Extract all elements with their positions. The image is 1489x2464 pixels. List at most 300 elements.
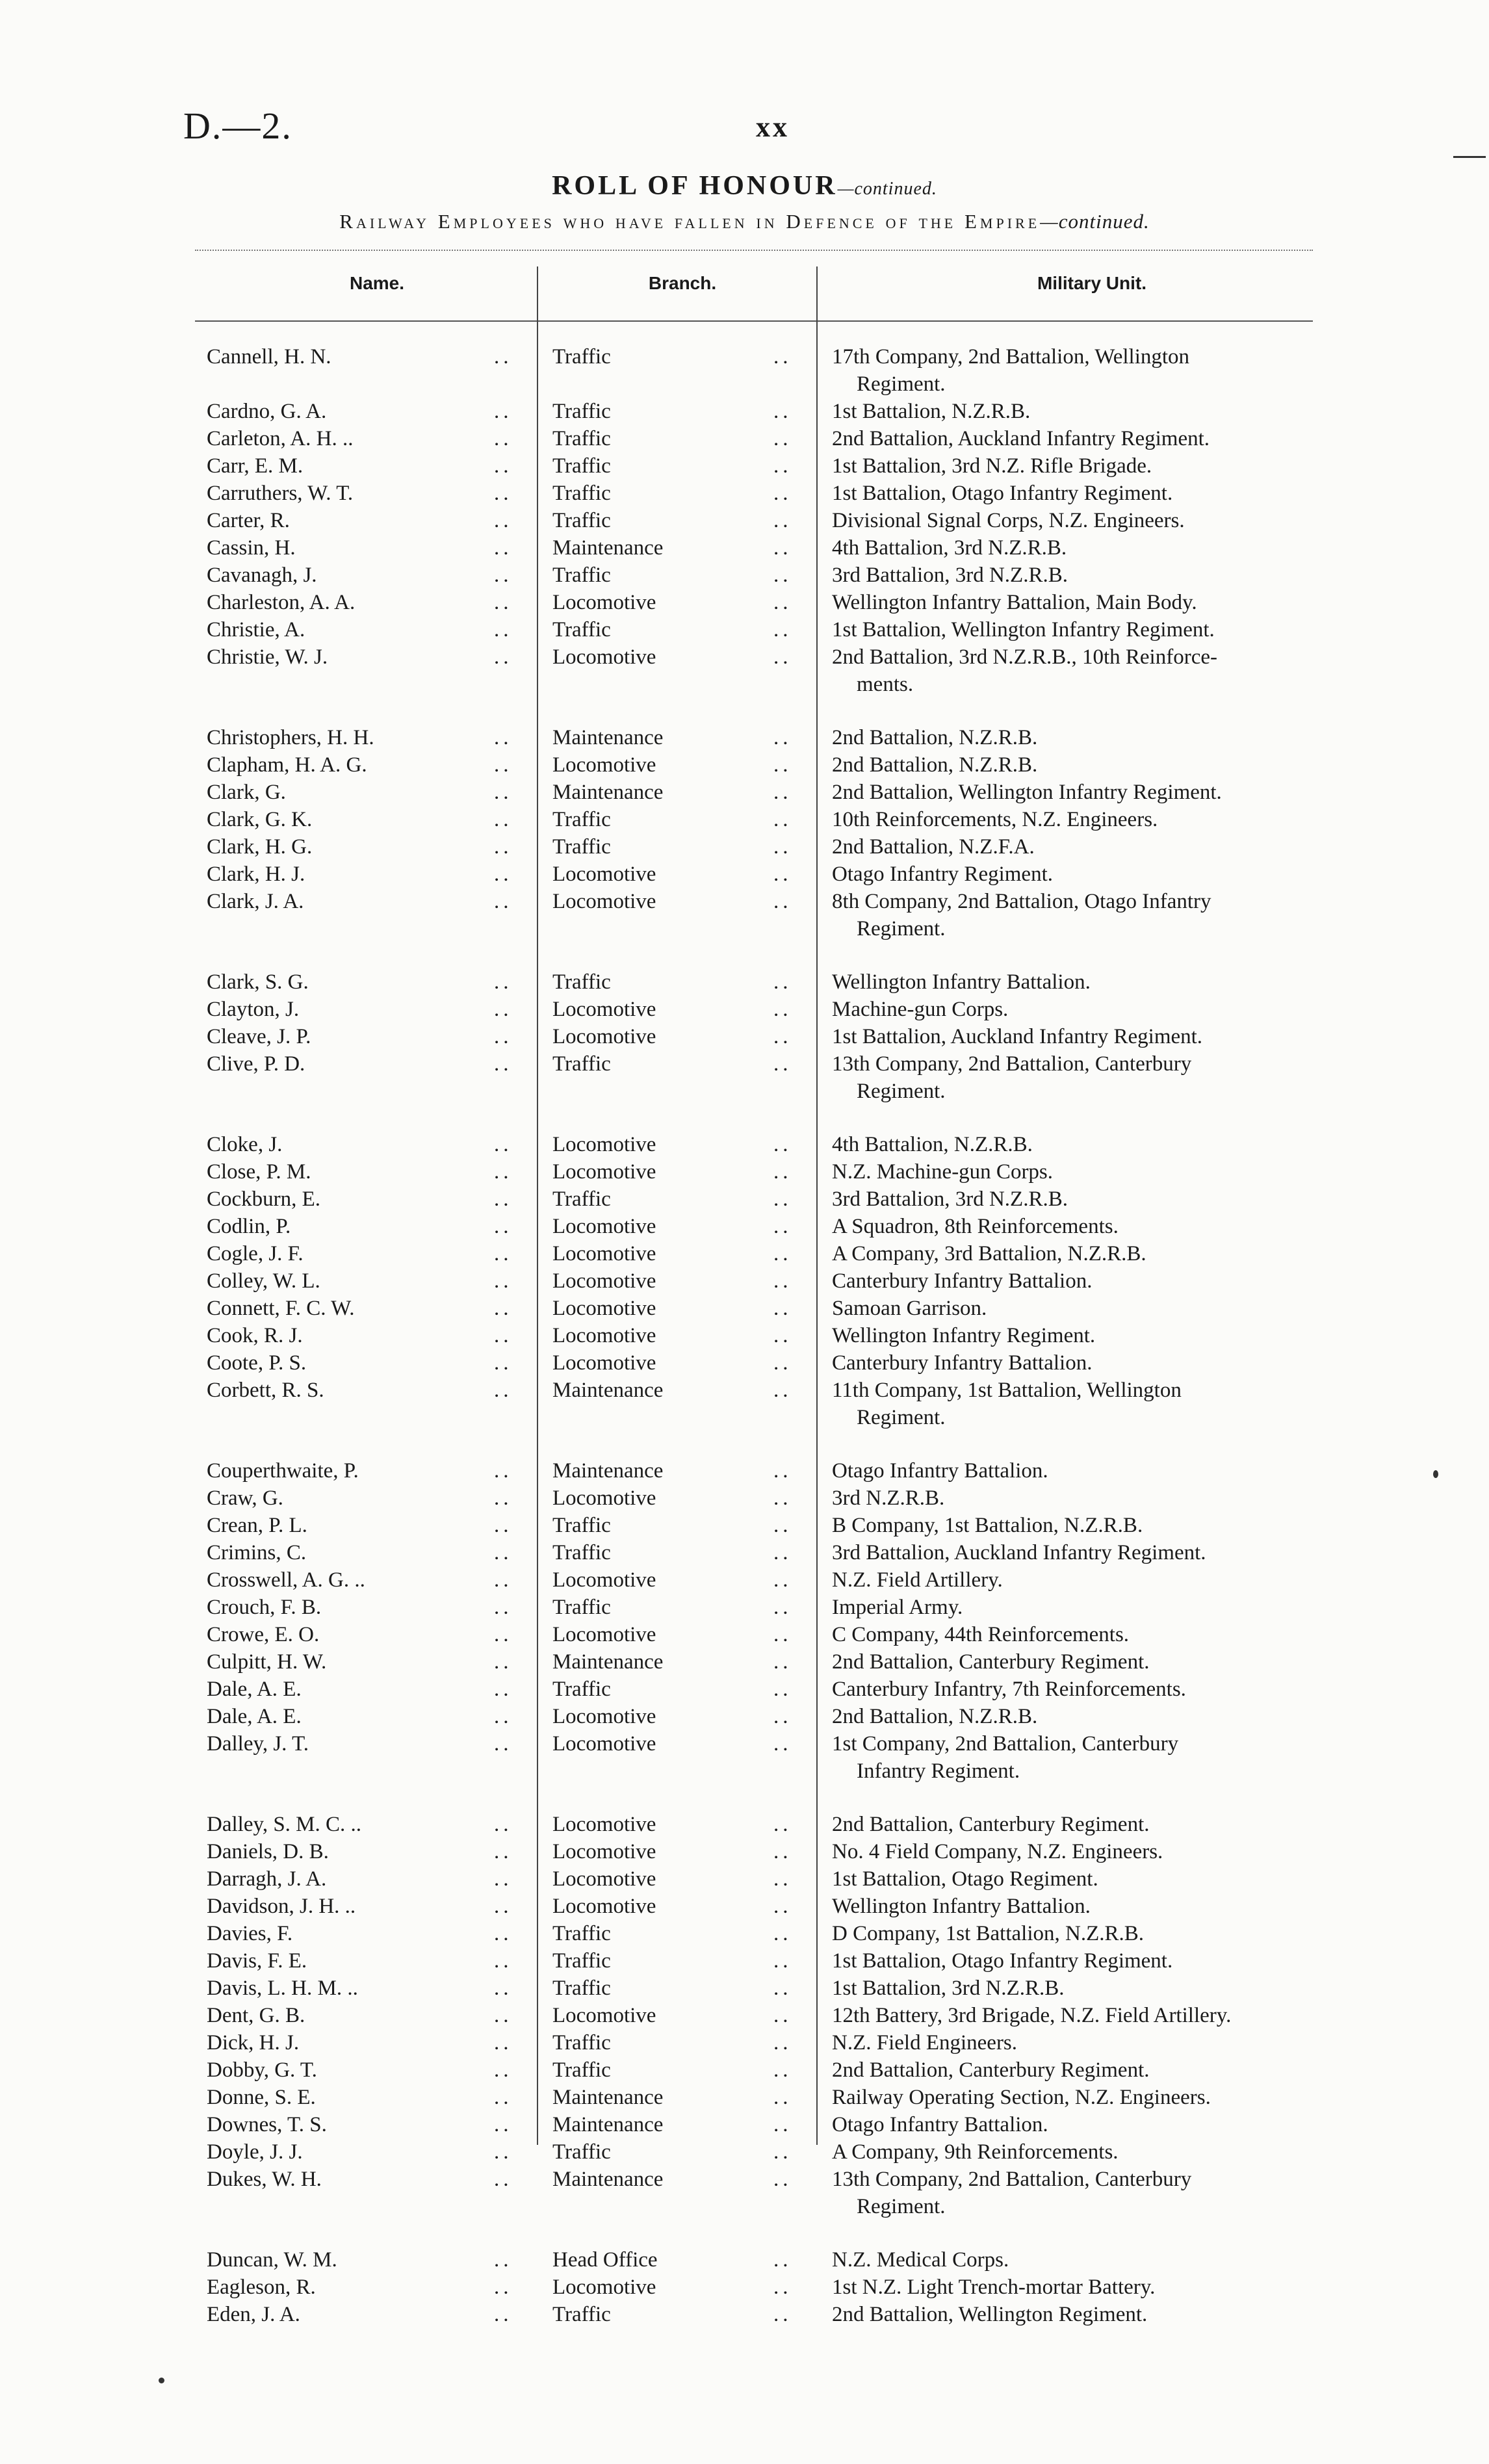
unit-text: Otago Infantry Battalion.	[832, 2113, 1048, 2136]
table-row	[0, 534, 1489, 562]
table-row	[0, 1893, 1489, 1920]
table-row	[0, 833, 1489, 861]
unit-text: A Squadron, 8th Reinforcements.	[832, 1215, 1119, 1238]
branch-cell: Locomotive	[552, 1568, 656, 1592]
ink-mark	[159, 2378, 164, 2383]
branch-cell: Traffic	[552, 1187, 611, 1211]
name-cell: Crowe, E. O.	[207, 1623, 320, 1646]
leader-dots: ..	[773, 1623, 792, 1646]
name-cell: Carr, E. M.	[207, 454, 304, 478]
unit-text: 13th Company, 2nd Battalion, Canterbury	[832, 1052, 1192, 1076]
branch-cell: Traffic	[552, 1678, 611, 1701]
subtitle-main: Railway Employees who have fallen in Defence of the Empire	[339, 210, 1041, 233]
name-cell: Cogle, J. F.	[207, 1242, 304, 1265]
unit-text: A Company, 9th Reinforcements.	[832, 2140, 1119, 2164]
leader-dots: ..	[494, 2058, 513, 2082]
table-row	[0, 1730, 1489, 1785]
name-cell: Crimins, C.	[207, 1541, 307, 1564]
unit-text-continued: Regiment.	[857, 372, 946, 396]
leader-dots: ..	[773, 890, 792, 913]
branch-cell: Locomotive	[552, 1623, 656, 1646]
name-cell: Doyle, J. J.	[207, 2140, 303, 2164]
unit-text: Divisional Signal Corps, N.Z. Engineers.	[832, 509, 1185, 532]
roll-table	[0, 343, 1489, 2328]
unit-cell	[832, 751, 1352, 779]
leader-dots: ..	[494, 2113, 513, 2136]
unit-text-continued: Infantry Regiment.	[857, 1759, 1020, 1783]
leader-dots: ..	[773, 1922, 792, 1945]
branch-cell: Traffic	[552, 345, 611, 369]
unit-text: 2nd Battalion, N.Z.F.A.	[832, 835, 1035, 859]
header-bottom-rule	[195, 320, 1313, 322]
table-row	[0, 398, 1489, 425]
table-row	[0, 2111, 1489, 2138]
unit-text: 1st Battalion, Otago Infantry Regiment.	[832, 482, 1173, 505]
name-cell: Christie, A.	[207, 618, 305, 642]
unit-cell	[832, 2166, 1352, 2220]
name-cell: Davis, F. E.	[207, 1949, 307, 1973]
unit-cell	[832, 1295, 1352, 1322]
branch-cell: Locomotive	[552, 1215, 656, 1238]
column-header-branch: Branch.	[648, 273, 717, 293]
leader-dots: ..	[494, 1813, 513, 1836]
name-cell: Clark, G. K.	[207, 808, 313, 831]
unit-text: 3rd Battalion, Auckland Infantry Regiment.	[832, 1541, 1206, 1564]
branch-cell: Traffic	[552, 482, 611, 505]
unit-cell	[832, 1865, 1352, 1893]
table-row	[0, 1975, 1489, 2002]
branch-cell: Locomotive	[552, 1840, 656, 1863]
branch-cell: Maintenance	[552, 2113, 664, 2136]
unit-text: 10th Reinforcements, N.Z. Engineers.	[832, 808, 1158, 831]
unit-text: 11th Company, 1st Battalion, Wellington	[832, 1379, 1182, 1402]
leader-dots: ..	[773, 1568, 792, 1592]
unit-cell	[832, 1648, 1352, 1676]
branch-cell: Traffic	[552, 564, 611, 587]
table-row	[0, 1865, 1489, 1893]
unit-cell	[832, 507, 1352, 534]
branch-cell: Locomotive	[552, 753, 656, 777]
branch-cell: Traffic	[552, 1596, 611, 1619]
unit-text: N.Z. Field Engineers.	[832, 2031, 1018, 2055]
column-header-name: Name.	[349, 273, 405, 293]
unit-cell	[832, 1457, 1352, 1485]
leader-dots: ..	[494, 1215, 513, 1238]
leader-dots: ..	[773, 1297, 792, 1320]
leader-dots: ..	[773, 2168, 792, 2191]
unit-text-continued: Regiment.	[857, 1406, 946, 1429]
unit-cell	[832, 1566, 1352, 1594]
table-row	[0, 1186, 1489, 1213]
table-row	[0, 480, 1489, 507]
leader-dots: ..	[773, 2086, 792, 2109]
leader-dots: ..	[773, 2058, 792, 2082]
unit-text-continued: Regiment.	[857, 917, 946, 940]
leader-dots: ..	[494, 1678, 513, 1701]
name-cell: Charleston, A. A.	[207, 591, 356, 614]
table-row	[0, 2084, 1489, 2111]
table-row	[0, 2056, 1489, 2084]
unit-text: Imperial Army.	[832, 1596, 963, 1619]
unit-text: 3rd Battalion, 3rd N.Z.R.B.	[832, 564, 1068, 587]
table-row	[0, 1213, 1489, 1240]
leader-dots: ..	[773, 591, 792, 614]
name-cell: Clapham, H. A. G.	[207, 753, 367, 777]
unit-text: Otago Infantry Regiment.	[832, 862, 1053, 886]
branch-cell: Traffic	[552, 1977, 611, 2000]
branch-cell: Traffic	[552, 2140, 611, 2164]
unit-text: Machine-gun Corps.	[832, 998, 1009, 1021]
unit-cell	[832, 1838, 1352, 1865]
table-row	[0, 1023, 1489, 1050]
branch-cell: Traffic	[552, 400, 611, 423]
unit-cell	[832, 1377, 1352, 1431]
unit-cell	[832, 1349, 1352, 1377]
unit-text: 2nd Battalion, Wellington Regiment.	[832, 2303, 1148, 2326]
table-row	[0, 1594, 1489, 1621]
name-cell: Eden, J. A.	[207, 2303, 300, 2326]
leader-dots: ..	[773, 509, 792, 532]
branch-cell: Locomotive	[552, 2276, 656, 2299]
leader-dots: ..	[773, 2113, 792, 2136]
branch-cell: Traffic	[552, 454, 611, 478]
name-cell: Dobby, G. T.	[207, 2058, 317, 2082]
name-cell: Carter, R.	[207, 509, 290, 532]
unit-cell	[832, 1240, 1352, 1267]
table-row	[0, 1349, 1489, 1377]
branch-cell: Traffic	[552, 1541, 611, 1564]
name-cell: Downes, T. S.	[207, 2113, 327, 2136]
unit-cell	[832, 1186, 1352, 1213]
unit-text: Canterbury Infantry, 7th Reinforcements.	[832, 1678, 1186, 1701]
header-top-rule	[195, 250, 1313, 251]
table-row	[0, 1703, 1489, 1730]
unit-text-continued: Regiment.	[857, 1080, 946, 1103]
leader-dots: ..	[494, 781, 513, 804]
leader-dots: ..	[773, 1895, 792, 1918]
leader-dots: ..	[494, 1650, 513, 1674]
branch-cell: Traffic	[552, 1052, 611, 1076]
branch-cell: Locomotive	[552, 1269, 656, 1293]
unit-text: 2nd Battalion, N.Z.R.B.	[832, 753, 1038, 777]
table-row	[0, 2246, 1489, 2274]
table-row	[0, 1811, 1489, 1838]
leader-dots: ..	[773, 1160, 792, 1184]
unit-text: 1st Battalion, Otago Infantry Regiment.	[832, 1949, 1173, 1973]
name-cell: Couperthwaite, P.	[207, 1459, 359, 1483]
leader-dots: ..	[773, 1650, 792, 1674]
table-row	[0, 1131, 1489, 1158]
name-cell: Carruthers, W. T.	[207, 482, 354, 505]
name-cell: Corbett, R. S.	[207, 1379, 324, 1402]
leader-dots: ..	[773, 482, 792, 505]
leader-dots: ..	[773, 1459, 792, 1483]
unit-cell	[832, 861, 1352, 888]
table-row	[0, 2166, 1489, 2220]
unit-cell	[832, 779, 1352, 806]
unit-text: B Company, 1st Battalion, N.Z.R.B.	[832, 1514, 1143, 1537]
unit-cell	[832, 2029, 1352, 2056]
unit-cell	[832, 480, 1352, 507]
unit-cell	[832, 2111, 1352, 2138]
branch-cell: Traffic	[552, 1922, 611, 1945]
table-row	[0, 2029, 1489, 2056]
unit-text: N.Z. Field Artillery.	[832, 1568, 1003, 1592]
name-cell: Clark, H. J.	[207, 862, 305, 886]
leader-dots: ..	[494, 1351, 513, 1375]
table-row	[0, 779, 1489, 806]
leader-dots: ..	[494, 618, 513, 642]
unit-cell	[832, 2138, 1352, 2166]
unit-text: 13th Company, 2nd Battalion, Canterbury	[832, 2168, 1192, 2191]
leader-dots: ..	[494, 400, 513, 423]
table-row	[0, 1676, 1489, 1703]
leader-dots: ..	[773, 726, 792, 749]
name-cell: Dalley, S. M. C. ..	[207, 1813, 362, 1836]
unit-text: 1st Battalion, 3rd N.Z. Rifle Brigade.	[832, 454, 1152, 478]
leader-dots: ..	[494, 591, 513, 614]
leader-dots: ..	[773, 1133, 792, 1156]
unit-cell	[832, 2274, 1352, 2301]
table-row	[0, 1377, 1489, 1431]
leader-dots: ..	[494, 564, 513, 587]
leader-dots: ..	[494, 2140, 513, 2164]
leader-dots: ..	[773, 1215, 792, 1238]
branch-cell: Maintenance	[552, 781, 664, 804]
branch-cell: Locomotive	[552, 645, 656, 669]
name-cell: Darragh, J. A.	[207, 1867, 327, 1891]
unit-cell	[832, 1023, 1352, 1050]
table-row	[0, 1566, 1489, 1594]
table-row	[0, 1485, 1489, 1512]
page-number: xx	[756, 111, 790, 143]
unit-text: 3rd N.Z.R.B.	[832, 1486, 945, 1510]
unit-text: Otago Infantry Battalion.	[832, 1459, 1048, 1483]
branch-cell: Locomotive	[552, 1351, 656, 1375]
unit-cell	[832, 888, 1352, 942]
unit-cell	[832, 1322, 1352, 1349]
table-row	[0, 806, 1489, 833]
leader-dots: ..	[773, 808, 792, 831]
name-cell: Close, P. M.	[207, 1160, 311, 1184]
table-row	[0, 1539, 1489, 1566]
leader-dots: ..	[494, 1977, 513, 2000]
table-row	[0, 425, 1489, 452]
table-row	[0, 968, 1489, 996]
leader-dots: ..	[773, 427, 792, 450]
leader-dots: ..	[773, 1867, 792, 1891]
leader-dots: ..	[494, 998, 513, 1021]
table-row	[0, 507, 1489, 534]
leader-dots: ..	[494, 1895, 513, 1918]
name-cell: Dent, G. B.	[207, 2004, 305, 2027]
branch-cell: Maintenance	[552, 1379, 664, 1402]
branch-cell: Locomotive	[552, 2004, 656, 2027]
branch-cell: Locomotive	[552, 1732, 656, 1756]
unit-cell	[832, 1267, 1352, 1295]
unit-cell	[832, 1158, 1352, 1186]
leader-dots: ..	[494, 2168, 513, 2191]
branch-cell: Maintenance	[552, 1650, 664, 1674]
unit-cell	[832, 2056, 1352, 2084]
branch-cell: Maintenance	[552, 2086, 664, 2109]
unit-text: 3rd Battalion, 3rd N.Z.R.B.	[832, 1187, 1068, 1211]
unit-cell	[832, 1621, 1352, 1648]
leader-dots: ..	[494, 808, 513, 831]
unit-cell	[832, 1512, 1352, 1539]
table-row	[0, 2301, 1489, 2328]
unit-text: 1st Battalion, N.Z.R.B.	[832, 400, 1031, 423]
leader-dots: ..	[773, 1242, 792, 1265]
unit-text-continued: Regiment.	[857, 2195, 946, 2218]
unit-text: 2nd Battalion, N.Z.R.B.	[832, 726, 1038, 749]
unit-text: Wellington Infantry Battalion.	[832, 970, 1091, 994]
leader-dots: ..	[494, 1269, 513, 1293]
branch-cell: Traffic	[552, 1949, 611, 1973]
unit-cell	[832, 2246, 1352, 2274]
table-row	[0, 724, 1489, 751]
unit-cell	[832, 1539, 1352, 1566]
unit-text: Canterbury Infantry Battalion.	[832, 1351, 1093, 1375]
name-cell: Craw, G.	[207, 1486, 283, 1510]
table-row	[0, 1648, 1489, 1676]
name-cell: Crean, P. L.	[207, 1514, 307, 1537]
leader-dots: ..	[773, 862, 792, 886]
leader-dots: ..	[773, 1379, 792, 1402]
unit-cell	[832, 996, 1352, 1023]
branch-cell: Traffic	[552, 808, 611, 831]
table-row	[0, 1267, 1489, 1295]
leader-dots: ..	[494, 427, 513, 450]
page-title	[0, 170, 1489, 201]
unit-cell	[832, 643, 1352, 698]
unit-text-continued: ments.	[857, 673, 914, 696]
leader-dots: ..	[773, 400, 792, 423]
table-row	[0, 1512, 1489, 1539]
table-row	[0, 589, 1489, 616]
unit-text: 1st Company, 2nd Battalion, Canterbury	[832, 1732, 1179, 1756]
leader-dots: ..	[494, 1705, 513, 1728]
table-row	[0, 1295, 1489, 1322]
branch-cell: Locomotive	[552, 1705, 656, 1728]
leader-dots: ..	[773, 1025, 792, 1048]
leader-dots: ..	[494, 1187, 513, 1211]
unit-cell	[832, 2084, 1352, 2111]
leader-dots: ..	[773, 1596, 792, 1619]
unit-text: Samoan Garrison.	[832, 1297, 987, 1320]
branch-cell: Traffic	[552, 1514, 611, 1537]
unit-cell	[832, 1703, 1352, 1730]
table-row	[0, 2002, 1489, 2029]
leader-dots: ..	[494, 835, 513, 859]
unit-text: N.Z. Medical Corps.	[832, 2248, 1009, 2272]
name-cell: Connett, F. C. W.	[207, 1297, 355, 1320]
name-cell: Cardno, G. A.	[207, 400, 327, 423]
unit-cell	[832, 1920, 1352, 1947]
name-cell: Carleton, A. H. ..	[207, 427, 354, 450]
leader-dots: ..	[773, 564, 792, 587]
name-cell: Christophers, H. H.	[207, 726, 374, 749]
leader-dots: ..	[494, 2031, 513, 2055]
name-cell: Cassin, H.	[207, 536, 296, 560]
branch-cell: Maintenance	[552, 536, 664, 560]
name-cell: Cockburn, E.	[207, 1187, 321, 1211]
table-row	[0, 1240, 1489, 1267]
unit-cell	[832, 2301, 1352, 2328]
leader-dots: ..	[494, 509, 513, 532]
unit-text: Wellington Infantry Battalion.	[832, 1895, 1091, 1918]
name-cell: Cavanagh, J.	[207, 564, 317, 587]
leader-dots: ..	[773, 645, 792, 669]
branch-cell: Traffic	[552, 2058, 611, 2082]
name-cell: Clark, G.	[207, 781, 286, 804]
leader-dots: ..	[494, 645, 513, 669]
unit-cell	[832, 452, 1352, 480]
leader-dots: ..	[773, 1813, 792, 1836]
name-cell: Crosswell, A. G. ..	[207, 1568, 365, 1592]
branch-cell: Locomotive	[552, 1025, 656, 1048]
leader-dots: ..	[773, 1351, 792, 1375]
leader-dots: ..	[494, 1486, 513, 1510]
leader-dots: ..	[773, 618, 792, 642]
table-row	[0, 996, 1489, 1023]
unit-cell	[832, 589, 1352, 616]
table-row	[0, 2274, 1489, 2301]
unit-text: Railway Operating Section, N.Z. Engineers.	[832, 2086, 1211, 2109]
name-cell: Duncan, W. M.	[207, 2248, 337, 2272]
unit-text: 2nd Battalion, Auckland Infantry Regiment.	[832, 427, 1210, 450]
leader-dots: ..	[773, 781, 792, 804]
unit-cell	[832, 1730, 1352, 1785]
leader-dots: ..	[773, 1732, 792, 1756]
table-row	[0, 1050, 1489, 1105]
unit-text: N.Z. Machine-gun Corps.	[832, 1160, 1054, 1184]
leader-dots: ..	[773, 536, 792, 560]
leader-dots: ..	[494, 1242, 513, 1265]
table-row	[0, 751, 1489, 779]
unit-text: Wellington Infantry Regiment.	[832, 1324, 1096, 1347]
leader-dots: ..	[773, 1977, 792, 2000]
leader-dots: ..	[494, 1052, 513, 1076]
page-subtitle	[0, 210, 1489, 233]
column-header-unit: Military Unit.	[1037, 273, 1146, 293]
table-row	[0, 1920, 1489, 1947]
name-cell: Daniels, D. B.	[207, 1840, 329, 1863]
page-identifier: D.—2.	[183, 105, 292, 147]
leader-dots: ..	[494, 1732, 513, 1756]
branch-cell: Locomotive	[552, 1813, 656, 1836]
leader-dots: ..	[494, 2248, 513, 2272]
name-cell: Cloke, J.	[207, 1133, 283, 1156]
name-cell: Clive, P. D.	[207, 1052, 305, 1076]
leader-dots: ..	[494, 1133, 513, 1156]
name-cell: Crouch, F. B.	[207, 1596, 322, 1619]
ink-stroke	[1453, 156, 1486, 158]
unit-text: C Company, 44th Reinforcements.	[832, 1623, 1130, 1646]
unit-cell	[832, 1050, 1352, 1105]
name-cell: Davies, F.	[207, 1922, 293, 1945]
name-cell: Dale, A. E.	[207, 1678, 302, 1701]
name-cell: Clark, H. G.	[207, 835, 313, 859]
table-row	[0, 643, 1489, 698]
leader-dots: ..	[494, 1949, 513, 1973]
leader-dots: ..	[494, 2086, 513, 2109]
leader-dots: ..	[773, 753, 792, 777]
unit-cell	[832, 1893, 1352, 1920]
branch-cell: Locomotive	[552, 890, 656, 913]
leader-dots: ..	[773, 2031, 792, 2055]
unit-text: 4th Battalion, 3rd N.Z.R.B.	[832, 536, 1067, 560]
